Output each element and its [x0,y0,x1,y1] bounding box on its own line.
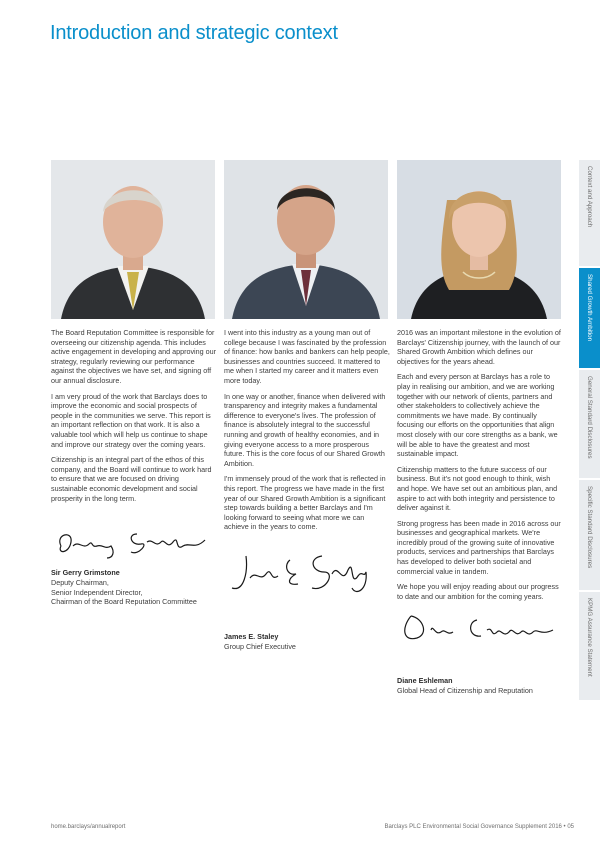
paragraph: I went into this industry as a young man out of college because I was fascinated by the profession of finance: how banks and bankers can help people, businesses and countries succeed. It mattered to me when I started my career and it matters even more today. [224,328,390,385]
paragraph: Citizenship matters to the future success of our business. But it's not good enough to think, wish and hope. We have set out an ambitious plan, and aspire to act with both integrity and persistence to deliver against it. [397,464,558,513]
paragraph: Strong progress has been made in 2016 across our businesses and geographical markets. We're incredibly proud of the growing suite of innovative products, services and partnerships that Barclays has developed to deliver both societal and commercial value in tandem. [397,518,561,576]
tab-context-and-approach[interactable] [579,160,600,268]
paragraph: Citizenship is an integral part of the ethos of this company, and the Board will continue to work hard to ensure that we are focused on driving sustainable economic development and social prosperity in the long term. [51,455,212,503]
paragraph: I am very proud of the work that Barclays does to improve the economic and social prospects of people in the communities we serve. This report is an important reflection on that work. It is also a valuable tool which will help us continue to shape and improve our strategy over the coming years. [51,391,211,449]
signer-name: Diane Eshleman [397,676,453,685]
paragraph: Each and every person at Barclays has a role to play in realising our ambition, and we are working together with our network of clients, partners and other stakeholders to collectively achieve the commitments we have made. By continually focusing our efforts on the opportunities that align most closely with our core strengths as a bank, we will be able to have the greatest and most sustainable impact. [397,372,558,459]
signature-diane-eshleman [397,608,557,648]
signer-block-3 [397,676,533,696]
signer-title: Global Head of Citizenship and Reputation [397,685,533,695]
paragraph: The Board Reputation Committee is responsible for overseeing our citizenship agenda. This includes active engagement in developing and approving our strategy, regularly reviewing our performance against the objectives we have set, and signing off our annual disclosure. [51,328,217,385]
page-title: Introduction and strategic context [50,22,338,44]
tab-general-standard-disclosures[interactable] [579,370,600,480]
tab-shared-growth-ambition[interactable] [579,268,600,370]
signature-james-staley [226,548,376,600]
signer-title: Chairman of the Board Reputation Committee [51,597,197,607]
footer-page-info: Barclays PLC Environmental Social Governance Supplement 2016 • 05 [384,824,574,830]
column-diane-eshleman [397,328,563,607]
signer-name: Sir Gerry Grimstone [51,568,120,577]
column-james-staley [224,328,390,538]
paragraph: 2016 was an important milestone in the evolution of Barclays' Citizenship journey, with the launch of our Shared Growth Ambition which defines our objectives for the years ahead. [397,328,561,366]
portrait-diane-eshleman [397,160,561,319]
tab-specific-standard-disclosures[interactable] [579,480,600,592]
section-nav [579,160,600,700]
signature-gerry-grimstone [55,524,215,560]
paragraph: I'm immensely proud of the work that is reflected in this report. The progress we have made in the first year of our Shared Growth Ambition is a significant step towards building a better Barclays and I'm looking forward to seeing what more we can achieve in the years to come. [224,474,386,532]
tab-label: KPMG Assurance Statement [586,598,593,677]
portrait-james-staley [224,160,388,319]
tab-kpmg-assurance-statement[interactable] [579,592,600,702]
signer-title: Senior Independent Director, [51,587,143,597]
signer-block-1 [51,568,197,607]
column-gerry-grimstone [51,328,217,509]
paragraph: We hope you will enjoy reading about our progress to date and our ambition for the coming years. [397,582,559,601]
portrait-gerry-grimstone [51,160,215,319]
tab-label: Specific Standard Disclosures [586,486,593,569]
tab-label: Shared Growth Ambition [586,274,593,342]
paragraph: In one way or another, finance when delivered with transparency and integrity makes a fundamental difference to everyone's lives. The profession of finance is absolutely integral to the successful running and growth of healthy economies, and in giving everyone access to a more prosperous future. This is the core focus of our Shared Growth Ambition. [224,391,386,468]
tab-label: General Standard Disclosures [586,376,593,459]
signer-title: Deputy Chairman, [51,577,109,587]
signer-block-2 [224,632,296,652]
signer-title: Group Chief Executive [224,641,296,651]
signer-name: James E. Staley [224,632,279,641]
tab-label: Context and Approach [586,166,593,228]
footer-link[interactable]: home.barclays/annualreport [51,824,126,830]
